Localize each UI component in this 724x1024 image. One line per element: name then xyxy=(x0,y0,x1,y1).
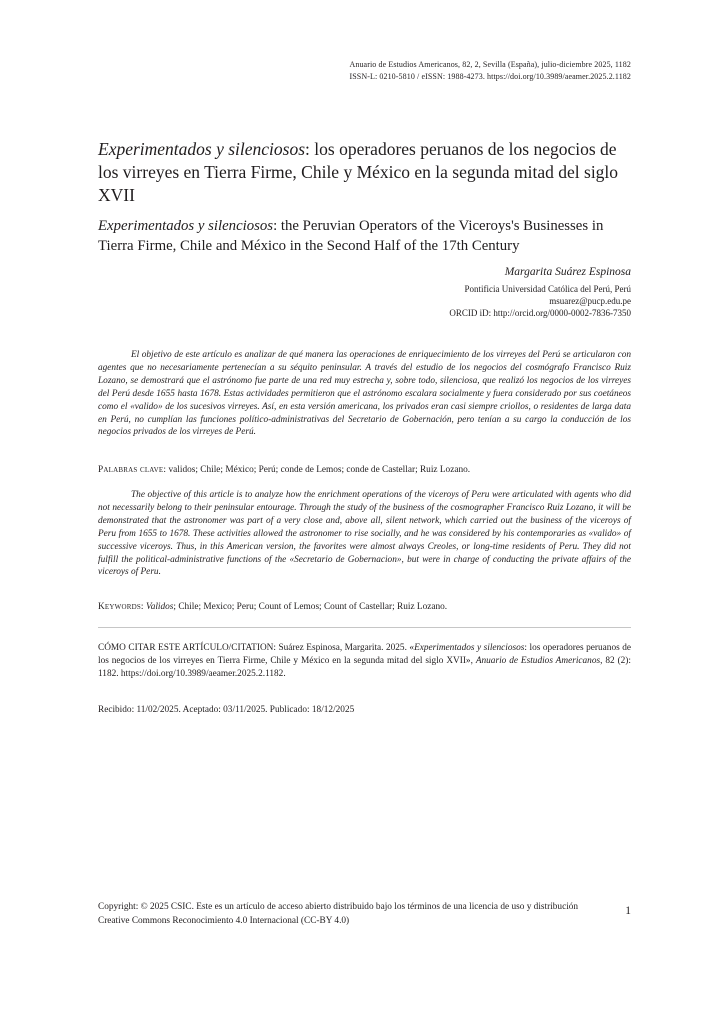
copyright-notice: Copyright: © 2025 CSIC. Este es un artículo de acceso abierto distribuido bajo los términos de una licencia de uso y distribución Creative Commons Reconocimiento 4.0 Internacional (CC-BY 4.0) xyxy=(98,902,579,926)
keywords-english-rest: ; Chile; Mexico; Peru; Count of Lemos; Count of Castellar; Ruiz Lozano. xyxy=(173,602,448,612)
abstract-spanish xyxy=(98,349,631,439)
horizontal-divider xyxy=(98,627,631,628)
keywords-spanish-label: Palabras clave: xyxy=(98,465,167,475)
article-title-en-italic: Experimentados y silenciosos xyxy=(98,218,274,234)
author-email: msuarez@pucp.edu.pe xyxy=(549,296,631,306)
article-title-es-rest: : los operadores peruanos de los negocios de los virreyes en Tierra Firme, Chile y México en la segunda mitad del siglo XVII xyxy=(98,139,619,205)
article-title-en-rest: : the Peruvian Operators of the Viceroys's Businesses in Tierra Firme, Chile and México in the Second Half of the 17th Century xyxy=(98,218,604,254)
citation-block xyxy=(98,642,631,681)
journal-header xyxy=(98,59,631,82)
citation-title-italic: Experimentados y silenciosos xyxy=(414,643,525,653)
journal-header-line1: Anuario de Estudios Americanos, 82, 2, Sevilla (España), julio-diciembre 2025, 1182 xyxy=(349,60,631,69)
article-title-es-italic: Experimentados y silenciosos xyxy=(98,139,306,159)
keywords-english xyxy=(98,601,631,614)
journal-header-line2: ISSN-L: 0210-5810 / eISSN: 1988-4273. https://doi.org/10.3989/aeamer.2025.2.1182 xyxy=(349,71,631,81)
citation-part3: , 82 (2): 1182. https://doi.org/10.3989/aeamer.2025.2.1182. xyxy=(98,656,631,679)
abstract-spanish-text: El objetivo de este artículo es analizar de qué manera las operaciones de enriquecimiento de los virreyes del Perú se articularon con agentes que no necesariamente pertenecían a su séquito peninsular. A través del estudio de los negocios del cosmógrafo Francisco Ruiz Lozano, se demostrará que el astrónomo fue parte de una red muy estrecha y, sobre todo, silenciosa, que realizó los negocios de los virreyes del Perú desde 1655 hasta 1678. Estas actividades permitieron que el astrónomo escalara socialmente y fuera considerado por sus coetáneos como el «valido» de los sucesivos virreyes. Así, en esta versión americana, los privados eran casi siempre criollos, o residentes de larga data en Perú, no cumplían las funciones político-administrativas del Secretario de Gobernación, pero tenían a su cargo la conducción de los negocios privados de los virreyes de Perú. xyxy=(98,350,631,438)
citation-label: CÓMO CITAR ESTE ARTÍCULO/CITATION: xyxy=(98,643,276,653)
citation-part1: Suárez Espinosa, Margarita. 2025. « xyxy=(275,643,415,653)
page-number: 1 xyxy=(625,905,631,917)
keywords-english-label: Keywords: xyxy=(98,602,144,612)
author-block xyxy=(98,265,631,319)
abstract-english-text: The objective of this article is to analyze how the enrichment operations of the viceroys of Peru were articulated with agents who did not necessarily belong to their peninsular entourage. Through the study of the business of the cosmographer Francisco Ruiz Lozano, it will be demonstrated that the astronomer was part of a very close and, above all, silent network, which carried out the business of the viceroys of Peru from 1655 to 1678. These activities allowed the astronomer to rise socially, and he was considered by his contemporaries as «valido» of successive viceroys. Thus, in this American version, the favorites were almost always Creoles, or long-time residents of Peru. They did not fulfill the political-administrative functions of the «Secretario de Gobernacion», but were in charge of conducting the private affairs of the viceroys of Peru. xyxy=(98,490,631,578)
citation-journal-italic: Anuario de Estudios Americanos xyxy=(475,656,601,666)
author-affiliation: Pontificia Universidad Católica del Perú, Perú xyxy=(464,284,631,294)
keywords-spanish xyxy=(98,464,631,477)
author-orcid: ORCID iD: http://orcid.org/0000-0002-7836-7350 xyxy=(449,308,631,318)
keywords-english-italic: Validos xyxy=(143,602,174,612)
author-name: Margarita Suárez Espinosa xyxy=(504,266,631,278)
article-title-en xyxy=(98,216,634,256)
keywords-spanish-text: validos; Chile; México; Perú; conde de Lemos; conde de Castellar; Ruiz Lozano. xyxy=(166,465,471,475)
article-dates: Recibido: 11/02/2025. Aceptado: 03/11/2025. Publicado: 18/12/2025 xyxy=(98,705,355,715)
article-title-es xyxy=(98,138,632,207)
citation-part2: : los operadores peruanos de los negocios de los virreyes en Tierra Firme, Chile y México en la segunda mitad del siglo XVII», xyxy=(98,643,631,666)
abstract-english xyxy=(98,489,631,579)
